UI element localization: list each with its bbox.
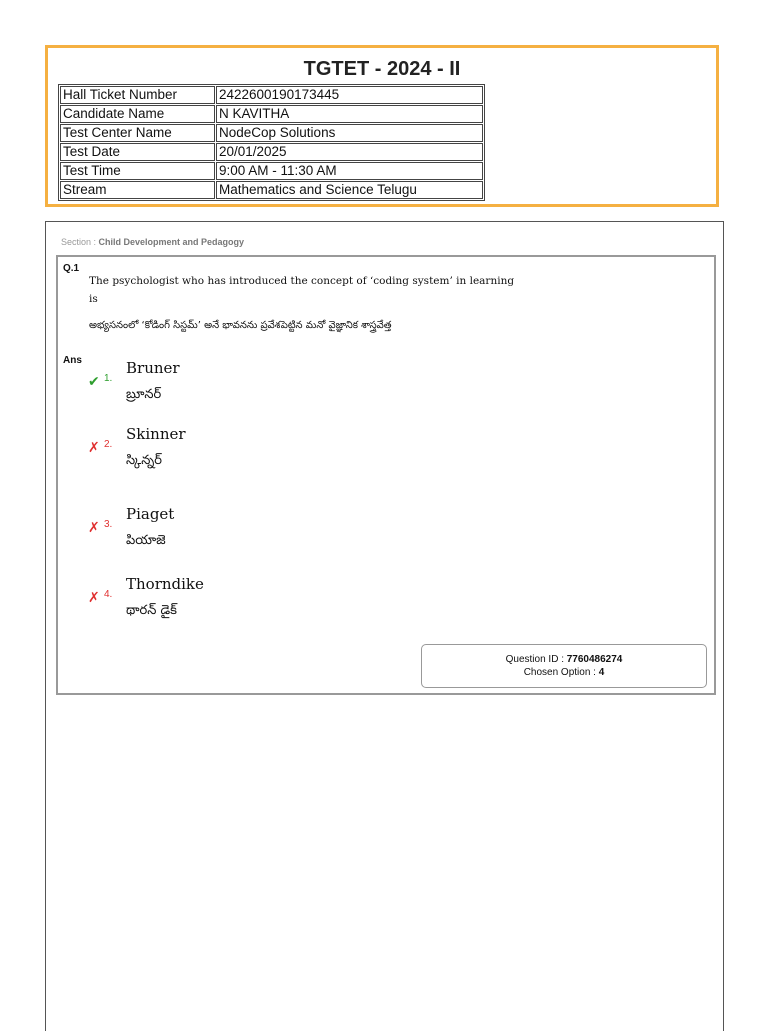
row-value: NodeCop Solutions	[216, 124, 483, 142]
table-row	[60, 181, 483, 199]
question-meta-box	[421, 644, 707, 688]
option-text-english: Piaget	[126, 505, 175, 523]
question-box	[56, 255, 716, 695]
option-text-telugu: స్కిన్నర్	[126, 453, 162, 468]
option-number: 1.	[104, 373, 113, 384]
row-label: Test Date	[60, 143, 215, 161]
row-label: Stream	[60, 181, 215, 199]
row-label: Test Time	[60, 162, 215, 180]
chosen-option-line	[422, 667, 706, 678]
option-text-telugu: పియాజె	[126, 533, 166, 548]
table-row	[60, 86, 483, 104]
check-icon: ✔	[88, 373, 100, 389]
cross-icon: ✗	[88, 519, 100, 535]
question-panel	[45, 221, 724, 1031]
option-text-telugu: బ్రూనర్	[126, 387, 162, 402]
option-3	[88, 505, 488, 565]
candidate-info-table	[58, 84, 485, 201]
row-value: 2422600190173445	[216, 86, 483, 104]
chosen-option-label: Chosen Option :	[523, 667, 599, 678]
option-text-english: Thorndike	[126, 575, 204, 593]
option-number: 4.	[104, 589, 113, 600]
row-label: Hall Ticket Number	[60, 86, 215, 104]
option-4	[88, 575, 488, 635]
table-row	[60, 162, 483, 180]
section-name: Child Development and Pedagogy	[98, 237, 245, 247]
table-row	[60, 124, 483, 142]
table-row	[60, 105, 483, 123]
option-1	[88, 359, 488, 419]
question-text-line: is	[89, 293, 98, 305]
question-text-line: The psychologist who has introduced the concept of ‘coding system’ in learning	[89, 275, 515, 287]
answer-label: Ans	[63, 355, 82, 366]
question-id-line	[422, 654, 706, 665]
cross-icon: ✗	[88, 589, 100, 605]
question-number: Q.1	[63, 263, 80, 274]
row-value: Mathematics and Science Telugu	[216, 181, 483, 199]
question-id-label: Question ID :	[505, 654, 567, 665]
question-id-value: 7760486274	[566, 654, 623, 665]
option-number: 3.	[104, 519, 113, 530]
question-text-telugu: అభ్యసనంలో ‘కోడింగ్ సిస్టమ్’ అనే భావనను ప్రవేశపెట్టిన మనో వైజ్ఞానిక శాస్త్రవేత్త	[89, 320, 392, 331]
row-value: N KAVITHA	[216, 105, 483, 123]
section-label	[61, 237, 244, 247]
row-label: Test Center Name	[60, 124, 215, 142]
row-label: Candidate Name	[60, 105, 215, 123]
chosen-option-value: 4	[598, 667, 605, 678]
table-row	[60, 143, 483, 161]
exam-title: TGTET - 2024 - II	[303, 58, 461, 80]
option-2	[88, 425, 488, 485]
cross-icon: ✗	[88, 439, 100, 455]
option-text-telugu: థారన్ డైక్	[126, 603, 177, 618]
candidate-header	[45, 45, 719, 207]
row-value: 20/01/2025	[216, 143, 483, 161]
option-number: 2.	[104, 439, 113, 450]
option-text-english: Skinner	[126, 425, 186, 443]
question-text-english	[89, 272, 549, 308]
section-prefix: Section :	[61, 237, 99, 247]
row-value: 9:00 AM - 11:30 AM	[216, 162, 483, 180]
option-text-english: Bruner	[126, 359, 180, 377]
